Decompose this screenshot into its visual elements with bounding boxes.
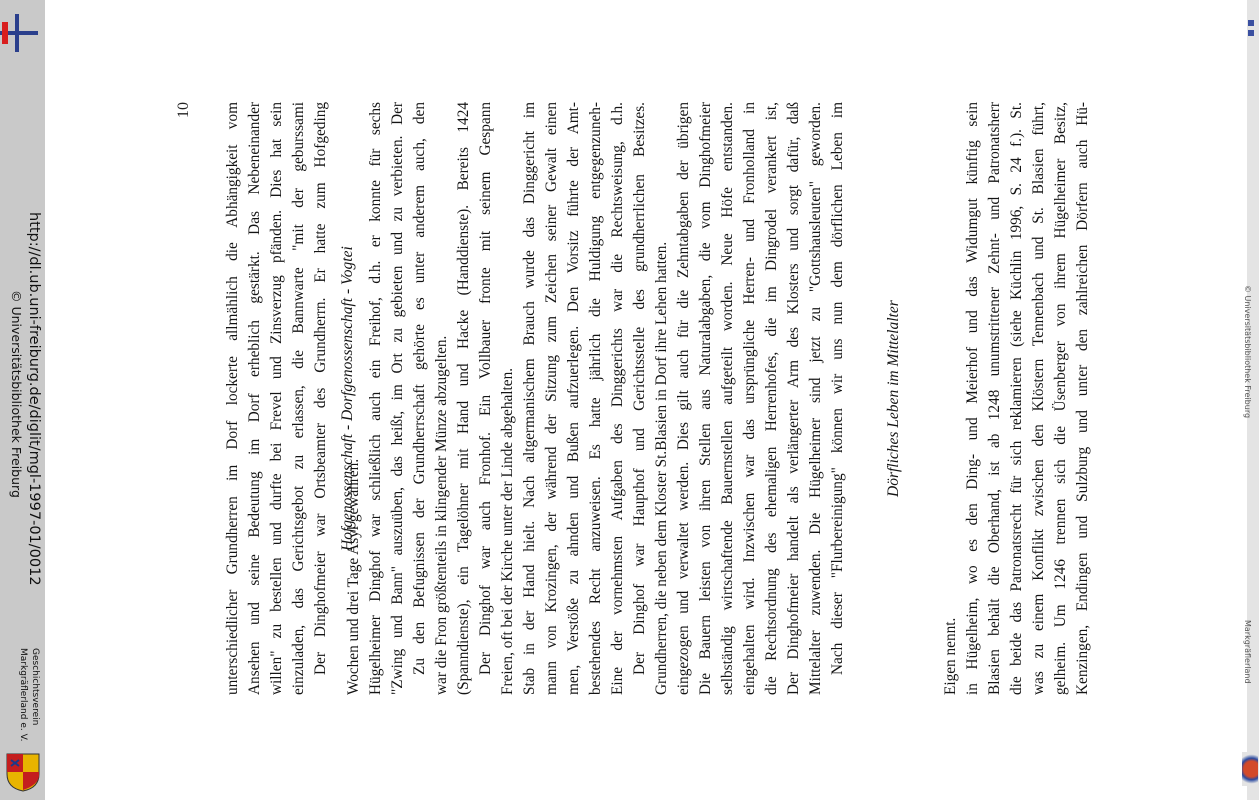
text-line: die beide das Patronatsrecht für sich reklamieren (siehe Küchlin 1996, S. 24 f.). St. [1008, 102, 1025, 695]
text-line: Nach dieser "Flurbereinigung" können wir uns nun dem dörflichen Leben im [829, 102, 846, 675]
text-line: selbständig wirtschaftende Bauernstellen aufgeteilt worden. Neue Höfe entstanden. [719, 102, 736, 695]
text-line: Zu den Befugnissen der Grundherrschaft gehörte es unter anderem auch, den [411, 102, 428, 675]
source-url[interactable]: http://dl.ub.uni-freiburg.de/diglit/mgl-1997-01/0012 [26, 212, 42, 586]
text-line: Der Dinghofmeier handelt als verlängerter Arm des Klosters und sorgt dafür, daß [785, 102, 802, 695]
text-line: Der Dinghof war Haupthof und Gerichtsstelle des grundherrlichen Besitzes. [631, 102, 648, 675]
right-side-label: Markgräflerland [1243, 620, 1252, 684]
text-line: Der Dinghofmeier war Ortsbeamter des Grundherrn. Er hatte zum Hofgeding [312, 102, 329, 675]
text-line: unterschiedlicher Grundherren im Dorf lockerte allmählich die Abhängigkeit vom [224, 102, 241, 695]
text-line: Eigen nennt. [942, 617, 959, 695]
text-line: Ansehen und seine Bedeutung im Dorf erheblich gestärkt. Das Nebeneinander [246, 102, 263, 695]
text-line: Kenzingen, Endingen und Sulzburg und unter den zahlreichen Dörfern auch Hü- [1074, 102, 1091, 695]
right-side-copyright: © Universitätsbibliothek Freiburg [1243, 285, 1252, 419]
text-line: men, Verstöße zu ahnden und Bußen aufzuerlegen. Den Vorsitz führte der Amt- [565, 102, 582, 695]
text-line: Wochen und drei Tage Asyl gewähren. [345, 458, 362, 695]
text-line: eingezogen und verwaltet werden. Dies gilt auch für die Zehntabgaben der übrigen [675, 102, 692, 695]
text-line: Freien, oft bei der Kirche unter der Linde abgehalten. [499, 367, 516, 695]
text-line: Stab in der Hand hielt. Nach altgermanischem Brauch wurde das Dinggericht im [521, 102, 538, 695]
page-number: 10 [175, 102, 192, 118]
text-line: willen" zu bestellen und durfte bei Frevel und Zinsverzug pfänden. Dies hat sein [268, 102, 285, 695]
copyright-notice: © Universitätsbibliothek Freiburg [9, 290, 24, 498]
text-line: bestehendes Recht anzuweisen. Es hatte jährlich die Huldigung entgegenzuneh- [587, 102, 604, 695]
text-line: Blasien behält die Oberhand, ist ab 1248 unumstrittener Zehnt- und Patronatsherr [986, 102, 1003, 695]
text-line: gelheim. Um 1246 trennen sich die Üsenberger von ihrem Hügelheimer Besitz, [1052, 102, 1069, 695]
text-line: einzuladen, das Gerichtsgebot zu erlassen, die Bannwarte "mit der geburssami [290, 102, 307, 695]
section-heading: Hofgenossenschaft - Dorfgenossenschaft - Vogtei [339, 246, 356, 551]
text-line: eingehalten wird. Inzwischen war das ursprüngliche Herren- und Fronholland in [741, 102, 758, 695]
text-line: (Spanndienste), ein Tagelöhner mit Hand und Hacke (Handdienste). Bereits 1424 [455, 102, 472, 695]
text-line: war die Fron größtenteils in klingender Münze abzugelten. [433, 335, 450, 695]
library-logo-icon [0, 14, 38, 48]
text-line: "Zwing und Bann" auszuüben, das heißt, im Ort zu gebieten und zu verbieten. Der [389, 102, 406, 695]
text-line: was zu einem Konflikt zwischen den Klöstern Tennenbach und St. Blasien führt, [1030, 102, 1047, 695]
text-line: Grundherren, die neben dem Kloster St.Blasien in Dorf ihre Lehen hatten. [653, 241, 670, 695]
text-line: Eine der vornehmsten Aufgaben des Dinggerichts war die Rechtsweisung, d.h. [609, 102, 626, 695]
text-line: in Hügelheim, wo es den Ding- und Meierhof und das Widumgut künftig sein [964, 102, 981, 695]
society-name-line-1: Geschichtsverein [30, 648, 40, 726]
text-line: mann von Krozingen, der während der Sitzung zum Zeichen seiner Gewalt einen [543, 102, 560, 695]
text-line: Hügelheimer Dinghof war schließlich auch ein Freihof, d.h. er konnte für sechs [367, 102, 384, 695]
text-line: die Rechtsordnung des ehemaligen Herrenhofes, die im Dingrodel verankert ist, [763, 102, 780, 695]
society-name-line-2: Markgräflerland e. V. [18, 648, 28, 742]
right-crest-icon [1242, 752, 1258, 786]
text-line: Mittelalter zuwenden. Die Hügelheimer sind jetzt zu "Gottshausleuten" geworden. [807, 102, 824, 695]
text-line: Der Dinghof war auch Fronhof. Ein Vollbauer fronte mit seinem Gespann [477, 102, 494, 675]
section-heading: Dörfliches Leben im Mittelalter [885, 300, 902, 497]
coat-of-arms-icon [5, 752, 41, 792]
text-line: Die Bauern leisten von ihren Stellen aus Naturalabgaben, die vom Dinghofmeier [697, 102, 714, 695]
